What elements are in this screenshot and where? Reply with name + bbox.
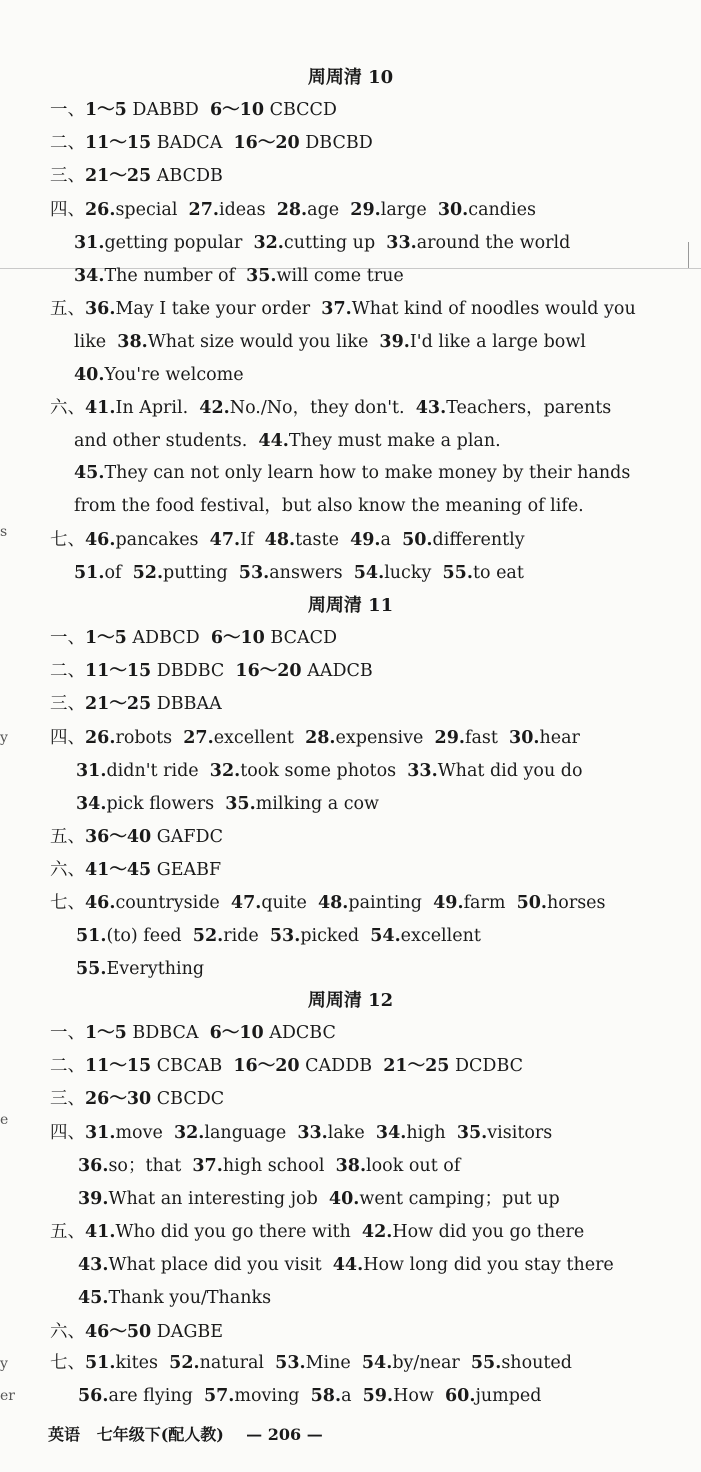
- question-number: 54.: [361, 1353, 393, 1373]
- question-number: 26.: [85, 200, 116, 220]
- answer-text: DBCBD: [299, 133, 373, 153]
- section-title: 周周清 11: [307, 595, 394, 616]
- answer-text: CBCCD: [264, 100, 337, 120]
- question-number: 21～25: [85, 166, 152, 186]
- question-number: 44.: [332, 1255, 364, 1275]
- answer-line: [50, 131, 373, 155]
- question-number: 48.: [317, 893, 349, 913]
- answer-text: visitors: [487, 1123, 553, 1143]
- answer-line: [74, 561, 524, 585]
- answer-text: fast: [464, 728, 510, 748]
- answer-text: picked: [300, 926, 371, 946]
- answer-text: from the food festival，but also know the meaning of life.: [74, 496, 584, 516]
- question-number: 46～50: [85, 1322, 152, 1342]
- answer-text: excellent: [400, 926, 481, 946]
- question-number: 54.: [370, 926, 401, 946]
- question-number: 28.: [305, 728, 336, 748]
- answer-text: What did you do: [437, 761, 583, 781]
- answer-line: [78, 1154, 460, 1178]
- question-number: 33.: [407, 761, 438, 781]
- answer-text: DBDBC: [151, 661, 236, 681]
- answer-text: ABCDB: [151, 166, 223, 186]
- question-number: 6～10: [209, 100, 264, 120]
- answer-line: [50, 164, 223, 188]
- question-number: 11～15: [85, 661, 152, 681]
- answer-text: They can not only learn how to make money by their hands: [104, 463, 631, 483]
- answer-text: putting: [163, 563, 239, 583]
- answer-text: If: [240, 530, 265, 550]
- answer-text: May I take your order: [115, 299, 322, 319]
- question-number: 52.: [192, 926, 224, 946]
- answer-line: [76, 792, 379, 816]
- question-number: 1～5: [85, 628, 127, 648]
- answer-line: [50, 1054, 523, 1078]
- page-footer: [48, 1422, 323, 1445]
- answer-text: What size would you like: [147, 332, 380, 352]
- answer-text: of: [104, 563, 133, 583]
- question-number: 26～30: [85, 1089, 152, 1109]
- answer-line: [74, 330, 586, 354]
- answer-line: [50, 659, 373, 683]
- question-number: 36.: [78, 1156, 109, 1176]
- answer-text: 三、: [50, 694, 85, 714]
- question-number: 41.: [85, 398, 116, 418]
- question-number: 38.: [117, 332, 148, 352]
- answer-text: 五、: [50, 1222, 85, 1242]
- question-number: 31.: [76, 761, 107, 781]
- answer-text: Mine: [305, 1353, 362, 1373]
- answer-text: high school: [222, 1156, 336, 1176]
- answer-text: No./No，they don't.: [229, 398, 416, 418]
- answer-text: special: [115, 200, 189, 220]
- scan-edge-mark: [688, 242, 689, 268]
- answer-text: went camping；put up: [359, 1189, 560, 1209]
- answer-text: ADBCD: [126, 628, 211, 648]
- answer-text: 七、: [50, 893, 85, 913]
- answer-line: [50, 297, 636, 321]
- question-number: 52.: [169, 1353, 200, 1373]
- answer-text: GEABF: [151, 860, 222, 880]
- answer-text: They must make a plan.: [288, 431, 501, 451]
- answer-text: painting: [348, 893, 434, 913]
- question-number: 1～5: [85, 1023, 127, 1043]
- question-number: 37.: [321, 299, 352, 319]
- question-number: 51.: [76, 926, 107, 946]
- answer-text: In April.: [115, 398, 200, 418]
- footer-grade: 七年级下(配人教): [96, 1425, 224, 1444]
- answer-line: [50, 1351, 572, 1375]
- question-number: 1～5: [85, 100, 127, 120]
- answer-text: kites: [115, 1353, 170, 1373]
- question-number: 43.: [78, 1255, 109, 1275]
- answer-text: You're welcome: [104, 365, 244, 385]
- answer-text: DABBD: [126, 100, 210, 120]
- question-number: 47.: [209, 530, 241, 550]
- question-number: 50.: [402, 530, 433, 550]
- answer-text: natural: [199, 1353, 276, 1373]
- question-number: 30.: [509, 728, 540, 748]
- answer-text: didn't ride: [106, 761, 210, 781]
- section-title: 周周清 12: [307, 990, 394, 1011]
- answer-text: 七、: [50, 530, 85, 550]
- answer-text: farm: [463, 893, 517, 913]
- answer-text: a: [341, 1386, 363, 1406]
- answer-text: robots: [115, 728, 184, 748]
- answer-line: [78, 1253, 614, 1277]
- question-number: 21～25: [383, 1056, 450, 1076]
- question-number: 42.: [199, 398, 230, 418]
- answer-text: move: [115, 1123, 174, 1143]
- question-number: 11～15: [85, 1056, 152, 1076]
- edge-fragment: e: [0, 1112, 9, 1128]
- question-number: 60.: [444, 1386, 476, 1406]
- answer-text: 四、: [50, 728, 85, 748]
- question-number: 50.: [516, 893, 548, 913]
- answer-line: [76, 957, 204, 981]
- answer-line: [50, 858, 221, 882]
- answer-text: differently: [432, 530, 525, 550]
- answer-text: look out of: [366, 1156, 461, 1176]
- answer-line: [74, 461, 630, 485]
- question-number: 32.: [209, 761, 241, 781]
- answer-text: 七、: [50, 1353, 85, 1373]
- answer-text: pick flowers: [106, 794, 226, 814]
- question-number: 55.: [442, 563, 473, 583]
- answer-line: [50, 198, 536, 222]
- answer-text: I'd like a large bowl: [409, 332, 586, 352]
- answer-text: GAFDC: [151, 827, 223, 847]
- answer-text: to eat: [472, 563, 524, 583]
- answer-text: How long did you stay there: [363, 1255, 614, 1275]
- question-number: 53.: [269, 926, 301, 946]
- answer-line: [50, 1220, 584, 1244]
- answer-text: ride: [223, 926, 270, 946]
- footer-page-number: — 206 —: [246, 1425, 323, 1444]
- answer-text: high: [406, 1123, 457, 1143]
- question-number: 39.: [78, 1189, 109, 1209]
- answer-text: 一、: [50, 100, 85, 120]
- answer-text: 六、: [50, 398, 85, 418]
- answer-text: BDBCA: [126, 1023, 210, 1043]
- answer-line: [74, 231, 570, 255]
- question-number: 6～10: [210, 628, 265, 648]
- answer-text: CADDB: [299, 1056, 384, 1076]
- answer-text: (to) feed: [106, 926, 193, 946]
- answer-line: [76, 759, 583, 783]
- answer-text: by/near: [392, 1353, 471, 1373]
- edge-fragment: y: [0, 730, 8, 746]
- question-number: 46.: [85, 893, 116, 913]
- question-number: 30.: [437, 200, 469, 220]
- question-number: 41.: [85, 1222, 116, 1242]
- answer-text: DCDBC: [449, 1056, 524, 1076]
- question-number: 26.: [85, 728, 116, 748]
- answer-text: What kind of noodles would you: [351, 299, 636, 319]
- answer-line: [78, 1286, 271, 1310]
- question-number: 58.: [310, 1386, 342, 1406]
- answer-text: horses: [547, 893, 606, 913]
- question-number: 11～15: [85, 133, 152, 153]
- question-number: 52.: [132, 563, 164, 583]
- answer-text: quite: [261, 893, 318, 913]
- question-number: 31.: [85, 1123, 116, 1143]
- question-number: 43.: [415, 398, 447, 418]
- answer-line: [50, 528, 525, 552]
- edge-fragment: s: [0, 524, 8, 540]
- answer-text: so；that: [108, 1156, 193, 1176]
- answer-text: How: [393, 1386, 445, 1406]
- question-number: 35.: [456, 1123, 488, 1143]
- answer-text: cutting up: [283, 233, 387, 253]
- answer-line: [50, 396, 611, 420]
- answer-line: [74, 494, 584, 518]
- answer-text: age: [307, 200, 351, 220]
- answer-line: [50, 1320, 223, 1344]
- answer-text: 三、: [50, 166, 85, 186]
- answer-text: pancakes: [115, 530, 210, 550]
- answer-text: CBCAB: [151, 1056, 234, 1076]
- answer-text: CBCDC: [151, 1089, 225, 1109]
- question-number: 29.: [350, 200, 381, 220]
- question-number: 27.: [188, 200, 219, 220]
- edge-fragment: y: [0, 1356, 8, 1372]
- question-number: 33.: [297, 1123, 328, 1143]
- question-number: 34.: [74, 266, 105, 286]
- question-number: 45.: [74, 463, 105, 483]
- answer-text: 一、: [50, 1023, 85, 1043]
- answer-text: ADCBC: [263, 1023, 336, 1043]
- answer-line: [50, 1121, 552, 1145]
- answer-text: ideas: [219, 200, 277, 220]
- answer-line: [50, 825, 223, 849]
- question-number: 44.: [258, 431, 289, 451]
- answer-text: 六、: [50, 860, 85, 880]
- answer-text: Who did you go there with: [115, 1222, 362, 1242]
- question-number: 56.: [78, 1386, 109, 1406]
- answer-text: candies: [468, 200, 536, 220]
- question-number: 39.: [379, 332, 410, 352]
- question-number: 55.: [470, 1353, 502, 1373]
- answer-text: milking a cow: [255, 794, 380, 814]
- question-number: 57.: [203, 1386, 235, 1406]
- question-number: 51.: [85, 1353, 116, 1373]
- question-number: 38.: [335, 1156, 367, 1176]
- answer-text: What an interesting job: [108, 1189, 329, 1209]
- answer-text: DAGBE: [151, 1322, 224, 1342]
- answer-text: like: [74, 332, 118, 352]
- answer-text: expensive: [335, 728, 435, 748]
- answer-text: 一、: [50, 628, 85, 648]
- question-number: 48.: [264, 530, 296, 550]
- answer-text: 五、: [50, 299, 85, 319]
- answer-text: are flying: [108, 1386, 204, 1406]
- answer-text: 二、: [50, 1056, 85, 1076]
- question-number: 49.: [433, 893, 464, 913]
- question-number: 40.: [328, 1189, 360, 1209]
- answer-text: Teachers，parents: [446, 398, 612, 418]
- answer-line: [50, 726, 580, 750]
- question-number: 37.: [192, 1156, 223, 1176]
- answer-line: [74, 264, 404, 288]
- answer-line: [50, 891, 606, 915]
- answer-line: [74, 429, 501, 453]
- question-number: 29.: [434, 728, 465, 748]
- question-number: 46.: [85, 530, 116, 550]
- answer-text: around the world: [416, 233, 571, 253]
- question-number: 33.: [386, 233, 417, 253]
- question-number: 40.: [74, 365, 105, 385]
- answer-line: [50, 1087, 224, 1111]
- answer-line: [78, 1187, 560, 1211]
- answer-text: What place did you visit: [108, 1255, 333, 1275]
- answer-text: AADCB: [301, 661, 373, 681]
- question-number: 16～20: [233, 133, 300, 153]
- answer-text: 四、: [50, 200, 85, 220]
- question-number: 59.: [362, 1386, 394, 1406]
- question-number: 36.: [85, 299, 116, 319]
- answer-text: Thank you/Thanks: [108, 1288, 272, 1308]
- answer-text: 六、: [50, 1322, 85, 1342]
- answer-text: The number of: [104, 266, 247, 286]
- question-number: 41～45: [85, 860, 152, 880]
- answer-line: [74, 363, 244, 387]
- answer-line: [50, 98, 337, 122]
- question-number: 31.: [74, 233, 105, 253]
- question-number: 6～10: [209, 1023, 264, 1043]
- answer-text: How did you go there: [392, 1222, 585, 1242]
- question-number: 47.: [230, 893, 262, 913]
- answer-text: 二、: [50, 133, 85, 153]
- question-number: 36～40: [85, 827, 152, 847]
- answer-text: getting popular: [104, 233, 254, 253]
- answer-text: a: [380, 530, 403, 550]
- answer-text: shouted: [501, 1353, 572, 1373]
- answer-text: 五、: [50, 827, 85, 847]
- answer-text: large: [380, 200, 438, 220]
- answer-text: hear: [539, 728, 580, 748]
- answer-text: took some photos: [240, 761, 408, 781]
- answer-text: Everything: [106, 959, 205, 979]
- answer-text: taste: [295, 530, 351, 550]
- question-number: 49.: [350, 530, 381, 550]
- answer-text: lake: [327, 1123, 376, 1143]
- answer-text: moving: [234, 1386, 311, 1406]
- question-number: 35.: [225, 794, 256, 814]
- answer-line: [50, 626, 337, 650]
- question-number: 42.: [361, 1222, 393, 1242]
- answer-text: 三、: [50, 1089, 85, 1109]
- question-number: 51.: [74, 563, 105, 583]
- answer-text: language: [204, 1123, 298, 1143]
- answer-text: will come true: [276, 266, 404, 286]
- question-number: 16～20: [233, 1056, 300, 1076]
- answer-line: [50, 692, 222, 716]
- question-number: 53.: [238, 563, 270, 583]
- question-number: 53.: [275, 1353, 306, 1373]
- question-number: 28.: [276, 200, 308, 220]
- question-number: 21～25: [85, 694, 152, 714]
- question-number: 27.: [183, 728, 214, 748]
- answer-line: [50, 1021, 336, 1045]
- question-number: 32.: [173, 1123, 205, 1143]
- question-number: 16～20: [235, 661, 302, 681]
- answer-line: [78, 1384, 542, 1408]
- question-number: 45.: [78, 1288, 109, 1308]
- question-number: 54.: [353, 563, 385, 583]
- answer-text: countryside: [115, 893, 231, 913]
- answer-text: DBBAA: [151, 694, 222, 714]
- question-number: 55.: [76, 959, 107, 979]
- question-number: 35.: [246, 266, 277, 286]
- answer-text: jumped: [475, 1386, 542, 1406]
- answer-text: 四、: [50, 1123, 85, 1143]
- answer-text: 二、: [50, 661, 85, 681]
- answer-text: and other students.: [74, 431, 259, 451]
- question-number: 34.: [76, 794, 107, 814]
- question-number: 34.: [375, 1123, 407, 1143]
- answer-text: BCACD: [264, 628, 338, 648]
- answer-text: excellent: [213, 728, 306, 748]
- answer-line: [76, 924, 481, 948]
- edge-fragment: er: [0, 1388, 15, 1404]
- answer-text: lucky: [384, 563, 443, 583]
- question-number: 32.: [253, 233, 284, 253]
- answer-text: BADCA: [151, 133, 234, 153]
- answer-text: answers: [269, 563, 354, 583]
- section-title: 周周清 10: [307, 67, 394, 88]
- footer-subject: 英语: [48, 1425, 81, 1444]
